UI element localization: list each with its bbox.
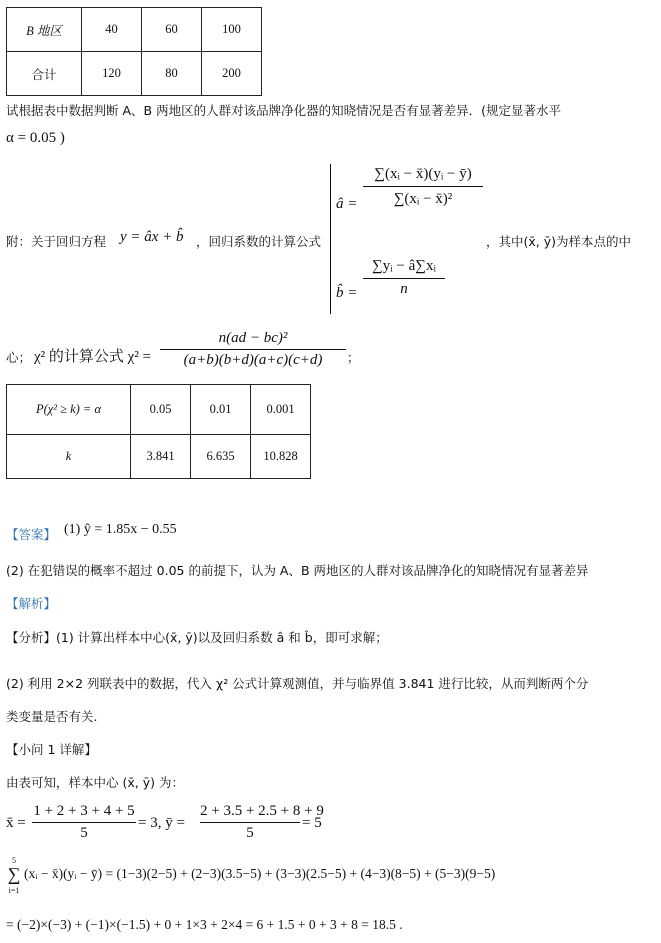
formula-line2-prefix: 心； bbox=[6, 350, 32, 365]
analysis-tag: 【解析】 bbox=[6, 596, 57, 611]
chi-square-fraction bbox=[160, 330, 346, 369]
table-cell: 3.841 bbox=[131, 435, 191, 479]
formula-intro: 附：关于回归方程 bbox=[6, 234, 107, 249]
sum-upper-limit: 5 bbox=[12, 856, 16, 865]
xbar-fraction bbox=[32, 803, 136, 842]
formula-mid: ，回归系数的计算公式 bbox=[196, 234, 322, 249]
table-cell: B 地区 bbox=[7, 8, 82, 52]
xbar-numerator: 1 + 2 + 3 + 4 + 5 bbox=[32, 803, 136, 823]
semicolon: ； bbox=[347, 350, 360, 365]
b-hat-fraction bbox=[363, 258, 445, 298]
table-cell: 40 bbox=[82, 8, 142, 52]
ybar-denominator: 5 bbox=[246, 825, 254, 841]
sample-center-text: 由表可知，样本中心 (x̄, ȳ) 为： bbox=[6, 775, 184, 790]
covariance-result: = (−2)×(−3) + (−1)×(−1.5) + 0 + 1×3 + 2×4 = 6 + 1.5 + 0 + 3 + 8 = 18.5 . bbox=[6, 917, 403, 932]
subquestion-heading: 【小问 1 详解】 bbox=[6, 742, 97, 757]
table-cell: 0.001 bbox=[251, 385, 311, 435]
answer-part2: (2) 在犯错误的概率不超过 0.05 的前提下，认为 A、B 两地区的人群对该品牌净化的知晓情况有显著差异 bbox=[6, 563, 589, 578]
analysis-line2: (2) 利用 2×2 列联表中的数据，代入 χ² 公式计算观测值，并与临界值 3.841 进行比较，从而判断两个分 bbox=[6, 676, 589, 691]
contingency-table bbox=[6, 7, 262, 96]
b-hat-label: b̂ = bbox=[336, 285, 358, 301]
formula-suffix: ，其中(x̄, ȳ)为样本点的中 bbox=[486, 234, 631, 249]
chi-square-label: χ² 的计算公式 χ² = bbox=[34, 349, 152, 365]
a-hat-fraction bbox=[363, 166, 483, 208]
analysis-line3: 类变量是否有关. bbox=[6, 709, 98, 724]
covariance-expression: (xᵢ − x̄)(yᵢ − ȳ) = (1−3)(2−5) + (2−3)(3.5−5) + (3−3)(2.5−5) + (4−3)(8−5) + (5−3)(9−5) bbox=[24, 866, 496, 881]
a-hat-numerator: ∑(xᵢ − x̄)(yᵢ − ȳ) bbox=[363, 166, 483, 187]
table-cell: P(χ² ≥ k) = α bbox=[7, 385, 131, 435]
table-cell: 0.05 bbox=[131, 385, 191, 435]
table-cell: 120 bbox=[82, 52, 142, 96]
significance-level: α = 0.05 ) bbox=[6, 130, 65, 146]
analysis-line1: 【分析】(1) 计算出样本中心(x̄, ȳ)以及回归系数 â 和 b̂，即可求解； bbox=[6, 630, 388, 645]
regression-equation: y = âx + b̂ bbox=[120, 229, 184, 245]
left-brace bbox=[330, 164, 331, 314]
summation bbox=[6, 857, 22, 895]
chi-denominator: (a+b)(b+d)(a+c)(c+d) bbox=[183, 352, 323, 368]
table-cell: 10.828 bbox=[251, 435, 311, 479]
sigma-icon: ∑ bbox=[7, 864, 21, 884]
table-cell: 100 bbox=[202, 8, 262, 52]
ybar-numerator: 2 + 3.5 + 2.5 + 8 + 9 bbox=[200, 803, 300, 823]
critical-value-table bbox=[6, 384, 311, 479]
ybar-result: = 5 bbox=[302, 815, 322, 831]
ybar-fraction bbox=[200, 803, 324, 842]
answer-part1: (1) ŷ = 1.85x − 0.55 bbox=[64, 522, 177, 537]
sum-lower-limit: i=1 bbox=[8, 886, 20, 895]
a-hat-denominator: ∑(xᵢ − x̄)² bbox=[393, 191, 453, 207]
xbar-ybar-mid: = 3, ȳ = bbox=[138, 815, 185, 831]
chi-numerator: n(ad − bc)² bbox=[160, 330, 346, 350]
b-hat-denominator: n bbox=[400, 281, 408, 297]
xbar-label: x̄ = bbox=[6, 815, 26, 831]
table-cell: 0.01 bbox=[191, 385, 251, 435]
table-cell: 80 bbox=[142, 52, 202, 96]
xbar-denominator: 5 bbox=[80, 825, 88, 841]
table-cell: 合计 bbox=[7, 52, 82, 96]
table-cell: 60 bbox=[142, 8, 202, 52]
table-cell: 200 bbox=[202, 52, 262, 96]
a-hat-label: â = bbox=[336, 196, 358, 212]
table-cell: 6.635 bbox=[191, 435, 251, 479]
question-text: 试根据表中数据判断 A、B 两地区的人群对该品牌净化器的知晓情况是否有显著差异．(规定显著水平 bbox=[6, 103, 561, 118]
answer-tag: 【答案】 bbox=[6, 527, 57, 542]
table-cell: k bbox=[7, 435, 131, 479]
b-hat-numerator: ∑yᵢ − â∑xᵢ bbox=[363, 258, 445, 279]
